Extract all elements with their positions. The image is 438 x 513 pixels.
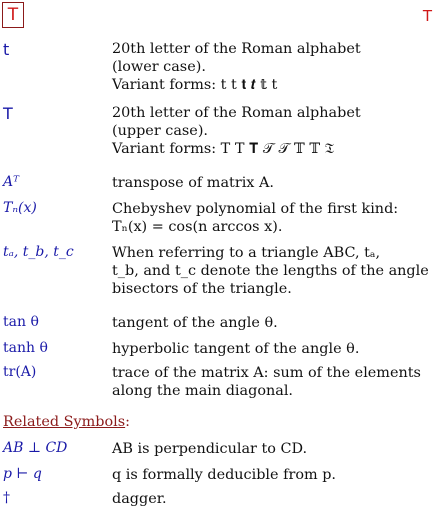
entry-description [112,364,432,400]
desc-line: transpose of matrix A. [112,175,274,191]
corner-letter: T [422,7,432,25]
related-description [112,440,432,458]
entry-description [112,340,432,358]
related-heading-text: Related Symbols [3,414,126,430]
related-description [112,490,432,508]
variant-label: Variant forms: [112,141,217,157]
entry-description [112,40,432,94]
variant-forms [112,140,432,158]
desc-line: Tₙ(x) = cos(n arccos x). [112,219,283,235]
entry-symbol[interactable]: tan θ [3,314,39,330]
related-symbol[interactable]: † [3,490,10,506]
entry-symbol[interactable]: t [3,40,10,59]
variant-label: Variant forms: [112,77,217,93]
desc-line: tangent of the angle θ. [112,315,278,331]
entry-description [112,244,432,298]
page-header [0,0,438,38]
desc-line: 20th letter of the Roman alphabet [112,41,361,57]
entry-symbol[interactable]: tₐ, t_b, t_c [3,244,74,260]
desc-line: AB is perpendicular to CD. [112,441,308,457]
entry-description [112,314,432,332]
entry-symbol[interactable]: tanh θ [3,340,48,356]
desc-line: 20th letter of the Roman alphabet [112,105,361,121]
desc-line: t_b, and t_c denote the lengths of the angle [112,263,429,279]
related-description [112,466,432,484]
related-symbols-heading[interactable]: Related Symbols: [3,414,130,430]
desc-line: hyperbolic tangent of the angle θ. [112,341,360,357]
desc-line: q is formally deducible from p. [112,467,337,483]
entry-symbol[interactable]: tr(A) [3,364,37,380]
letter-badge[interactable]: T [2,2,24,28]
variant-list: T T 𝐓 𝒯 𝒯 𝕋 𝕋 𝔗 [220,141,335,157]
variant-forms [112,76,432,94]
related-symbol[interactable]: p ⊢ q [3,466,42,482]
entry-description [112,200,432,236]
desc-line: along the main diagonal. [112,383,294,399]
desc-line: trace of the matrix A: sum of the elements [112,365,421,381]
desc-line: When referring to a triangle ABC, tₐ, [112,245,381,261]
desc-line: (upper case). [112,123,209,139]
entry-symbol[interactable]: Aᵀ [3,174,19,190]
related-symbol[interactable]: AB ⊥ CD [3,440,68,456]
entry-symbol[interactable]: T [3,104,13,123]
desc-line: Chebyshev polynomial of the first kind: [112,201,399,217]
entry-description [112,104,432,158]
desc-line: dagger. [112,491,167,507]
entry-symbol[interactable]: Tₙ(x) [3,200,37,216]
entry-description [112,174,432,192]
desc-line: (lower case). [112,59,206,75]
desc-line: bisectors of the triangle. [112,281,292,297]
variant-list: t t 𝐭 𝒕 𝕥 t [220,77,278,93]
